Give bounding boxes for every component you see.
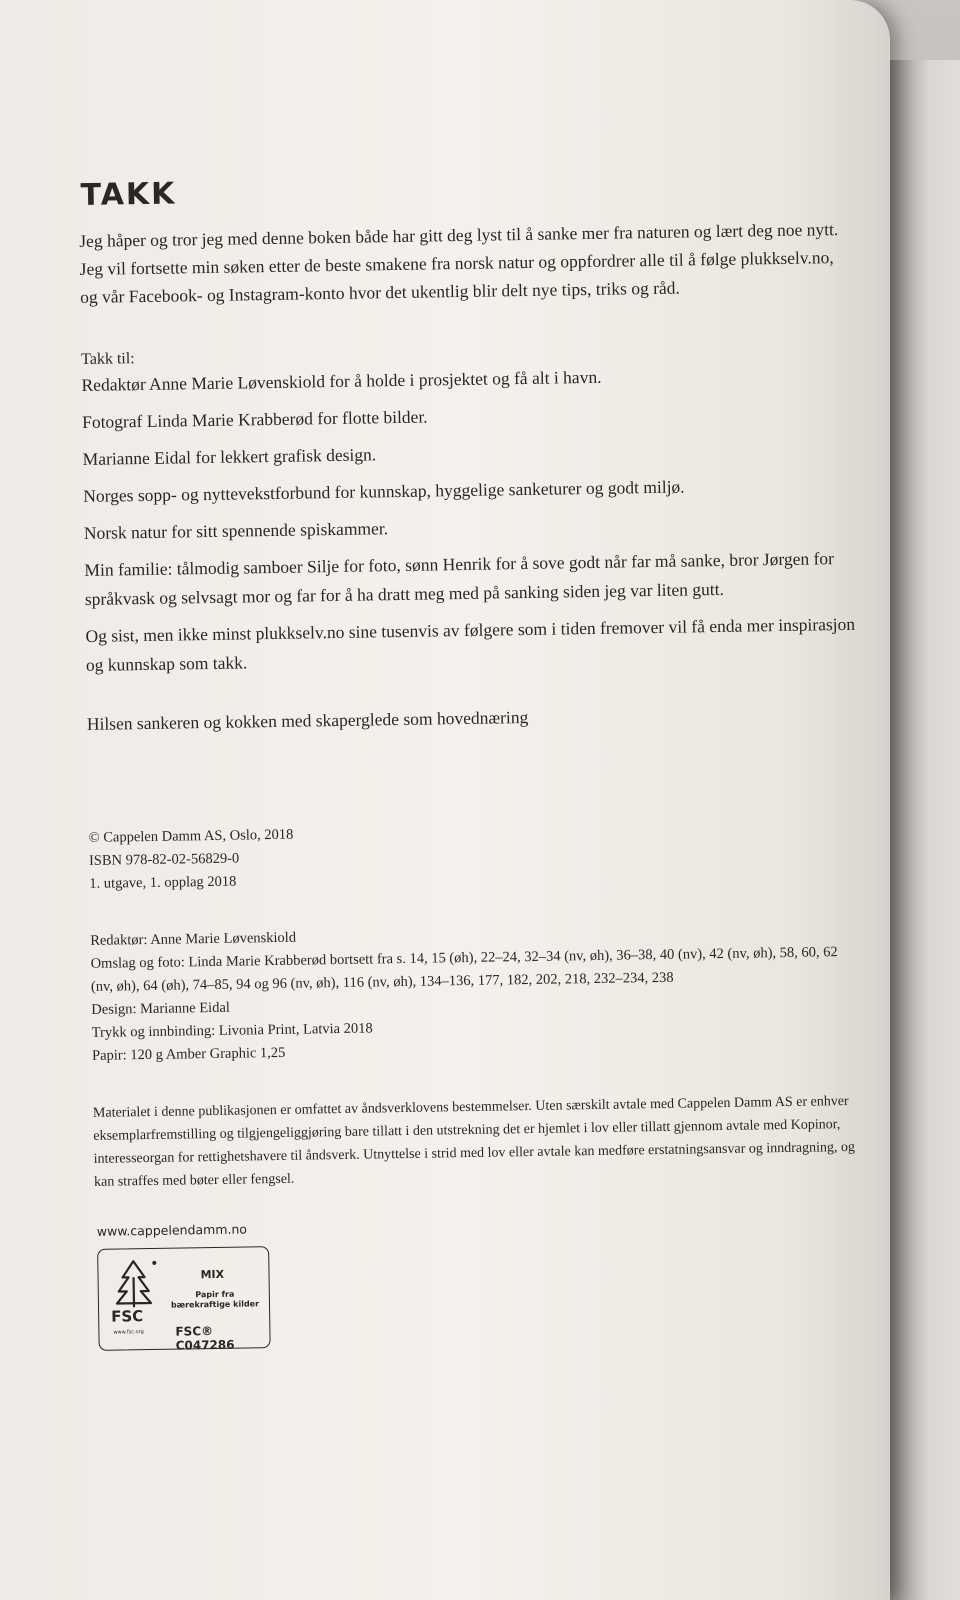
thanks-item: Min familie: tålmodig samboer Silje for foto, sønn Henrik for å sove godt når far må sanke, bror Jørgen for språkvask og selvsagt mor og far for å ha dratt meg med på sanking siden jeg var liten gutt. [84, 548, 835, 609]
thanks-item: Norsk natur for sitt spennende spiskammer. [83, 518, 389, 543]
greeting: Hilsen sankeren og kokken med skaperglede som hovednæring [86, 706, 529, 734]
thanks-list [81, 359, 866, 680]
website-url: www.cappelendamm.no [96, 1221, 248, 1239]
thanks-item: Norges sopp- og nyttevekstforbund for kunnskap, hyggelige sanketurer og godt miljø. [83, 476, 685, 506]
fsc-label [97, 1246, 271, 1351]
thanks-item: Redaktør Anne Marie Løvenskiold for å holde i prosjektet og få alt i havn. [81, 366, 602, 395]
fsc-logo-text: FSC [111, 1307, 144, 1326]
page-content [78, 148, 877, 1351]
photo-credit: Omslag og foto: Linda Marie Krabberød bortsett fra s. 14, 15 (øh), 22–24, 32–34 (nv, øh), 36–38, 40 (nv), 42 (nv, øh), 58, 60, 62 (nv, øh), 64 (øh), 74–85, 94 og 96 (nv, øh), 116 (nv, øh), 134–136, 177, 182, 202, 218, 232–234, 238 [90, 944, 838, 995]
credits-block [90, 918, 872, 1068]
thanks-label: Takk til: [81, 350, 135, 368]
editor-credit: Redaktør: Anne Marie Løvenskiold [90, 929, 297, 949]
intro-paragraph: Jeg håper og tror jeg med denne boken både har gitt deg lyst til å sanke mer fra naturen og lært deg noe nytt. Jeg vil fortsette min søken etter de beste smakene fra norsk natur og oppfordrer alle til å følge plukkselv.no, og vår Facebook- og Instagram-konto hvor det ukentlig blir delt nye tips, triks og råd. [79, 219, 839, 307]
fsc-mix: MIX [200, 1267, 225, 1282]
fsc-paper-text: Papir fra bærekraftige kilder [170, 1289, 260, 1310]
thanks-item: Marianne Eidal for lekkert grafisk design. [82, 444, 377, 469]
paper-credit: Papir: 120 g Amber Graphic 1,25 [91, 1044, 286, 1064]
thanks-item: Og sist, men ikke minst plukkselv.no sine tusenvis av følgere som i tiden fremover vil få enda mer inspirasjon og kunnskap som takk. [85, 613, 856, 675]
legal-notice: Materialet i denne publikasjonen er omfattet av åndsverklovens bestemmelser. Uten særskilt avtale med Cappelen Damm AS er enhver eksemplarfremstilling og tilgjengeliggjøring bare tillatt i den utstrekning det er hjemlet i lov eller tillatt gjennom avtale med Kopinor, interesseorgan for rettighetshavere til åndsverk. Utnyttelse i strid med lov eller avtale kan medføre erstatningsansvar og inndragning, og kan straffes med bøter eller fengsel. [92, 1094, 856, 1190]
copyright-line: © Cappelen Damm AS, Oslo, 2018 [88, 826, 294, 846]
page-title: TAKK [80, 176, 177, 213]
thanks-item: Fotograf Linda Marie Krabberød for flotte bilder. [81, 406, 428, 432]
fsc-code: FSC® C047286 [175, 1324, 235, 1353]
fsc-site: www.fsc.org [113, 1329, 144, 1336]
edition-line: 1. utgave, 1. opplag 2018 [89, 873, 237, 892]
imprint-block [88, 815, 869, 896]
design-credit: Design: Marianne Eidal [91, 999, 230, 1018]
print-credit: Trykk og innbinding: Livonia Print, Latvia 2018 [91, 1020, 373, 1041]
fsc-tree-icon [108, 1257, 159, 1310]
isbn-line: ISBN 978-82-02-56829-0 [88, 850, 240, 869]
